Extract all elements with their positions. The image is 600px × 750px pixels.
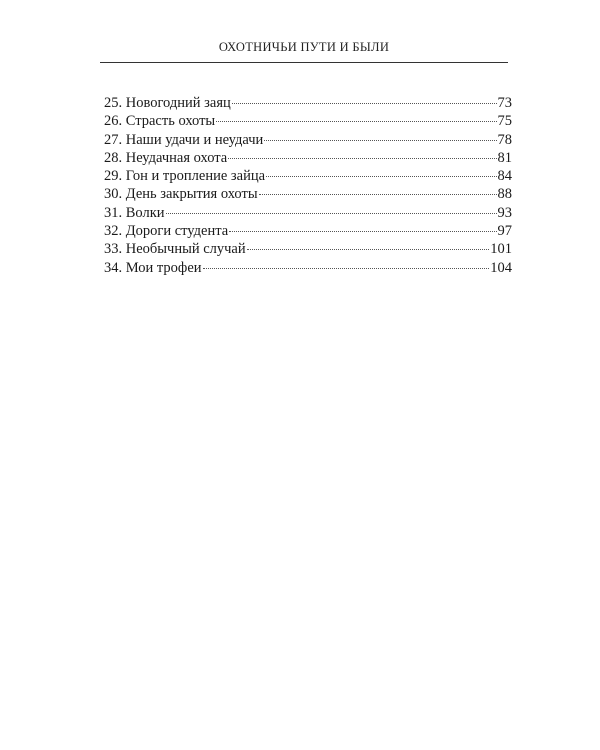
toc-entry-title: 26. Страсть охоты [104,113,216,130]
toc-entry-title: 31. Волки [104,204,165,221]
running-header: ОХОТНИЧЬИ ПУТИ И БЫЛИ [218,40,390,54]
toc-entry [104,204,512,222]
toc-entry-page: 73 [497,95,512,111]
toc-entry-page: 104 [490,259,512,276]
toc-entry-title: 32. Дороги студента [104,223,229,240]
toc-dot-leader [264,140,496,141]
toc-entry-page: 75 [497,113,512,130]
toc-entry-page: 93 [497,204,512,221]
toc-entry [104,149,512,167]
header-divider [100,62,508,63]
toc-entry [104,131,512,149]
toc-dot-leader [216,121,496,122]
toc-entry-page: 88 [497,186,512,203]
toc-dot-leader [232,103,497,104]
toc-entry-title: 27. Наши удачи и неудачи [104,131,264,148]
toc-entry-page: 97 [497,223,512,240]
toc-entry [104,222,512,240]
toc-entry-page: 84 [497,168,512,185]
toc-entry [104,112,512,130]
toc-entry [104,167,512,185]
toc-entry [104,94,512,112]
toc-dot-leader [203,268,490,269]
toc-entry-title: 28. Неудачная охота [104,149,228,166]
toc-entry-title: 30. День закрытия охоты [104,186,258,203]
toc-entry-page: 81 [497,149,512,166]
toc-dot-leader [247,249,490,250]
toc-dot-leader [166,213,497,214]
toc-entry-title: 34. Мои трофеи [104,259,202,276]
toc-dot-leader [266,176,496,177]
table-of-contents [104,94,512,277]
toc-dot-leader [228,158,496,159]
toc-entry [104,240,512,258]
toc-entry-page: 101 [490,241,512,258]
toc-entry-title: 29. Гон и тропление зайца [104,168,266,185]
toc-entry-title: 33. Необычный случай [104,241,246,258]
toc-entry [104,259,512,277]
toc-dot-leader [259,194,497,195]
toc-entry [104,185,512,203]
toc-entry-page: 78 [497,131,512,148]
toc-dot-leader [229,231,496,232]
toc-entry-title: 25. Новогодний заяц [104,95,231,111]
